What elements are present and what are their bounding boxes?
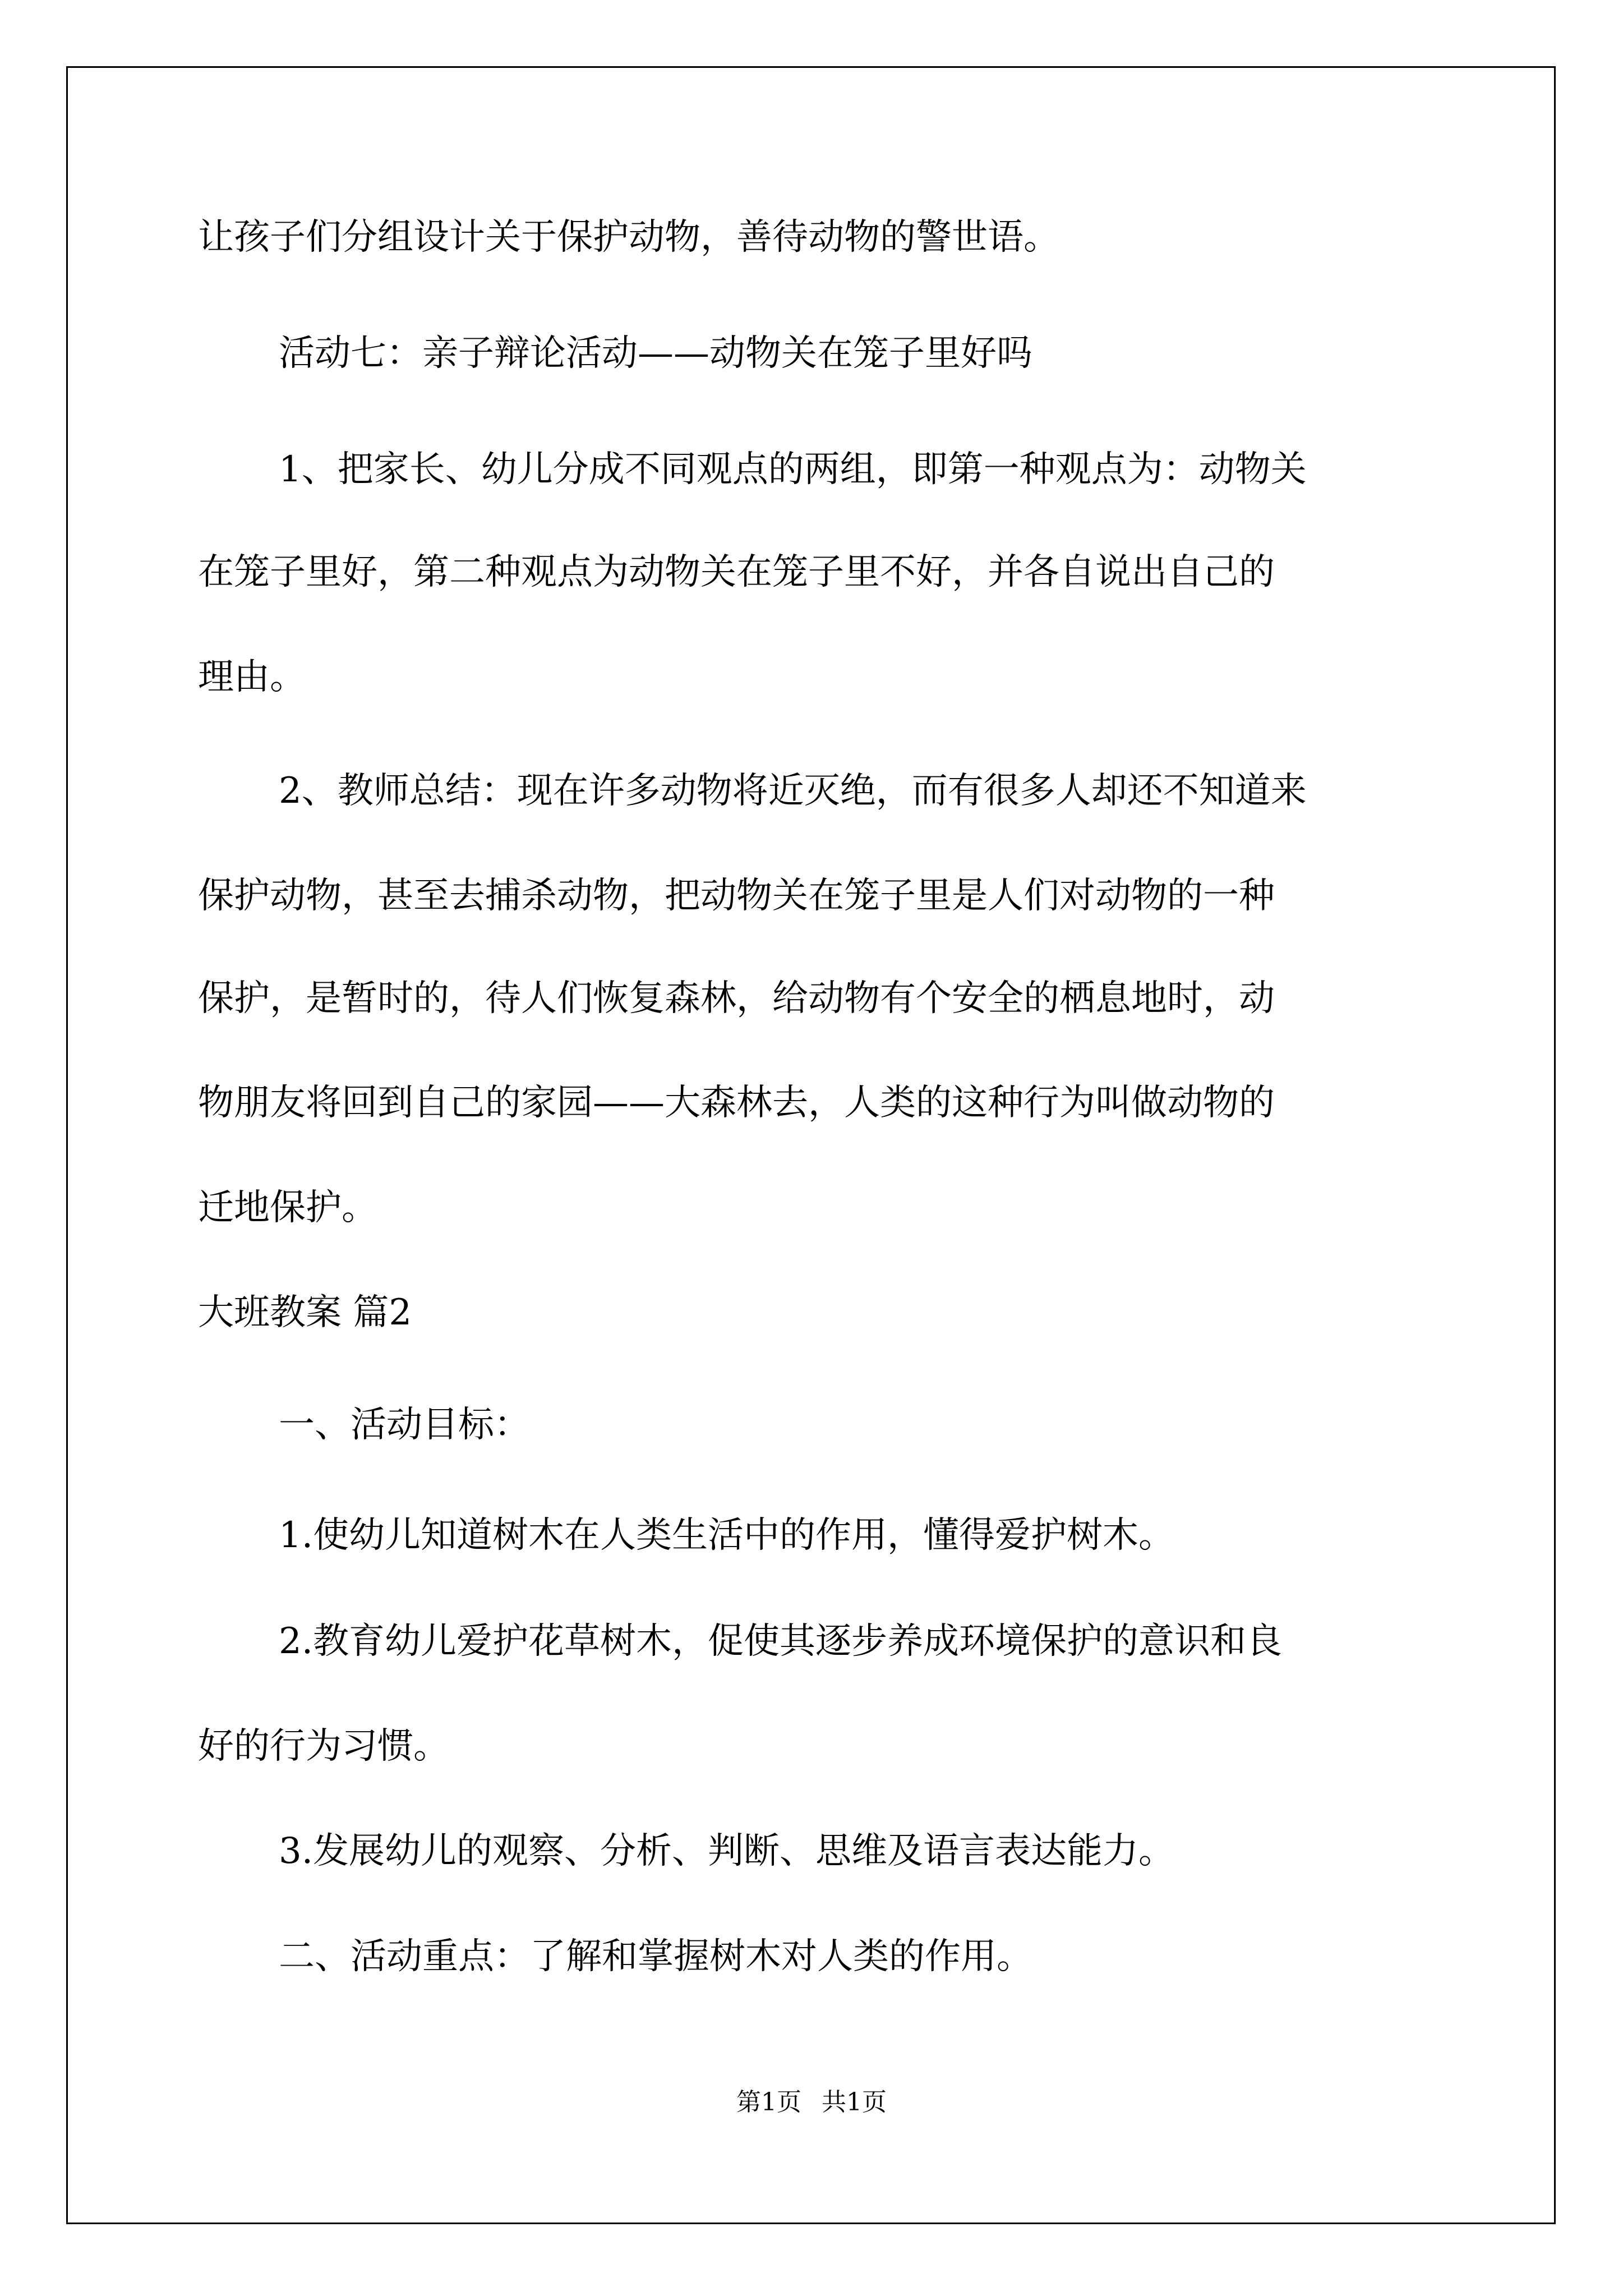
paragraph-line: 2、教师总结：现在许多动物将近灭绝，而有很多人却还不知道来 [279,770,1307,812]
list-item: 3.发展幼儿的观察、分析、判断、思维及语言表达能力。 [279,1830,1175,1872]
section-heading: 活动七：亲子辩论活动——动物关在笼子里好吗 [279,333,1032,374]
list-item: 2.教育幼儿爱护花草树木，促使其逐步养成环境保护的意识和良 [279,1621,1283,1662]
paragraph-line: 理由。 [198,656,306,698]
page-count: 共1页 [822,2088,887,2116]
section-heading: 二、活动重点：了解和掌握树木对人类的作用。 [279,1936,1032,1977]
section-title: 大班教案 篇2 [198,1292,412,1333]
paragraph-line: 保护，是暂时的，待人们恢复森林，给动物有个安全的栖息地时，动 [198,978,1275,1019]
paragraph-line: 迁地保护。 [198,1187,377,1228]
page-footer [0,2087,1623,2118]
paragraph-line: 物朋友将回到自己的家园——大森林去，人类的这种行为叫做动物的 [198,1082,1275,1124]
paragraph-line: 在笼子里好，第二种观点为动物关在笼子里不好，并各自说出自己的 [198,551,1275,593]
paragraph-line: 好的行为习惯。 [198,1726,449,1767]
list-item: 1.使幼儿知道树木在人类生活中的作用，懂得爱护树木。 [279,1515,1175,1556]
paragraph-line: 保护动物，甚至去捕杀动物，把动物关在笼子里是人们对动物的一种 [198,875,1275,917]
paragraph-line: 1、把家长、幼儿分成不同观点的两组，即第一种观点为：动物关 [279,449,1307,490]
page-border [66,66,1556,2224]
section-heading: 一、活动目标： [279,1404,530,1446]
page-number: 第1页 [736,2088,801,2116]
paragraph-line: 让孩子们分组设计关于保护动物，善待动物的警世语。 [198,217,1059,258]
